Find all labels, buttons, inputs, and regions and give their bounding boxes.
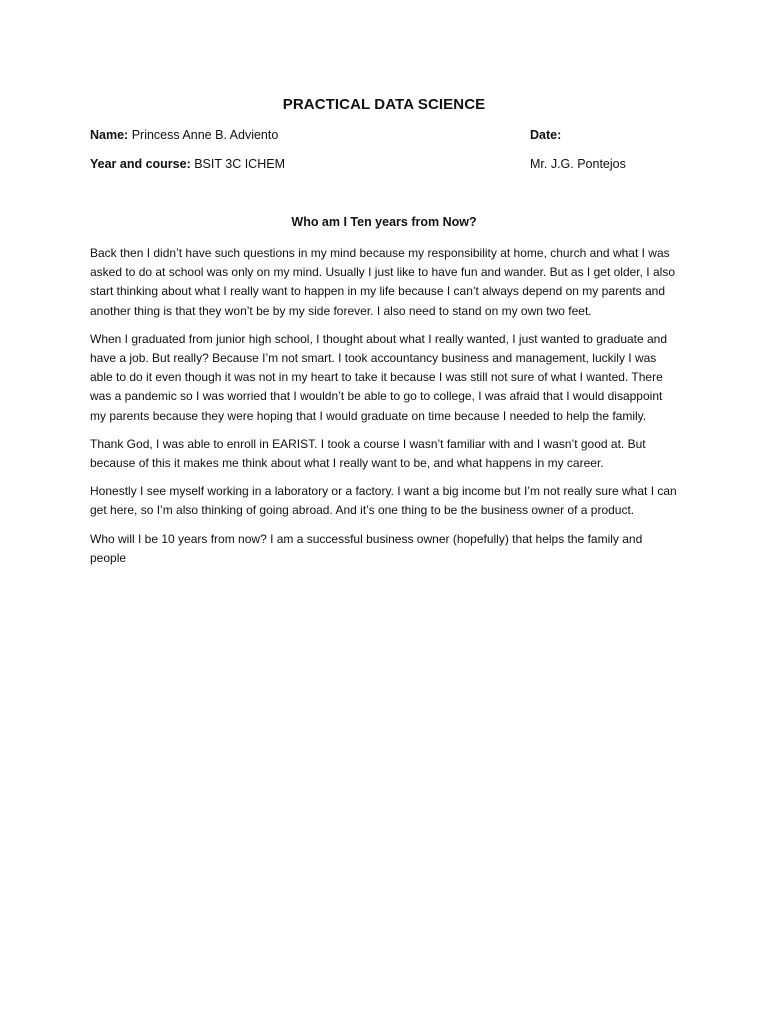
paragraph: Thank God, I was able to enroll in EARIST. I took a course I wasn’t familiar with and I wasn’t good at. But because of this it makes me think about what I really want to be, and what happens in my career.: [90, 436, 646, 471]
name-field: [90, 128, 278, 142]
paragraph: Who will I be 10 years from now? I am a successful business owner (hopefully) that helps the family and people: [90, 531, 643, 565]
paragraph: Back then I didn’t have such questions in my mind because my responsibility at home, church and what I was asked to do at school was only on my mind. Usually I just like to have fun and wander. But as I get older, I also start thinking about what I really want to happen in my life because I can’t always depend on my parents and another thing is that they won’t be by my side forever. I also need to stand on my own two feet.: [90, 246, 675, 318]
essay-body: [90, 244, 680, 577]
date-field: [530, 128, 561, 142]
document-title: PRACTICAL DATA SCIENCE: [282, 96, 486, 113]
paragraph: Honestly I see myself working in a laboratory or a factory. I want a big income but I’m not really sure what I can get here, so I’m also thinking of going abroad. And it’s one thing to be the business owner of a product.: [90, 484, 677, 518]
date-label: Date:: [530, 128, 562, 142]
year-course-field: [90, 157, 285, 171]
paragraph: When I graduated from junior high school, I thought about what I really wanted, I just wanted to graduate and have a job. But really? Because I’m not smart. I took accountancy business and management, luckily I was able to do it even though it was not in my heart to take it because I was still not sure of what I wanted. There was a pandemic so I was worried that I wouldn’t be able to go to college, I was afraid that I would disappoint my parents because they were hoping that I would graduate on time because I needed to help the family.: [90, 331, 668, 423]
year-course-label: Year and course:: [90, 157, 191, 171]
instructor-name: Mr. J.G. Pontejos: [530, 157, 626, 171]
year-course-value: BSIT 3C ICHEM: [190, 157, 285, 171]
name-value: Princess Anne B. Adviento: [128, 128, 279, 142]
essay-title: Who am I Ten years from Now?: [291, 215, 477, 229]
name-label: Name:: [90, 128, 129, 142]
